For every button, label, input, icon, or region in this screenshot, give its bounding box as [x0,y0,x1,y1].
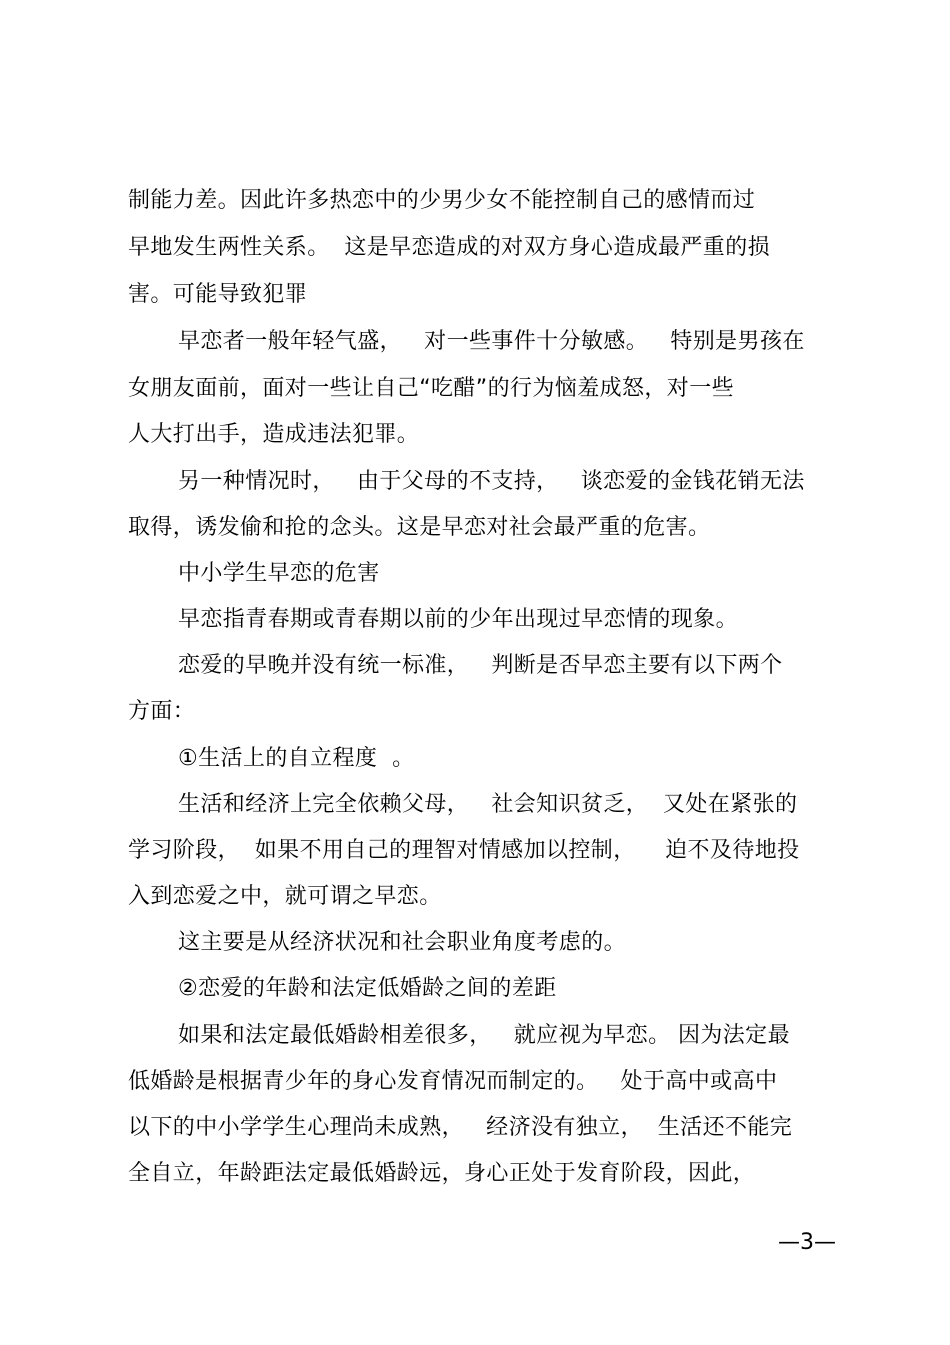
text-line: 这主要是从经济状况和社会职业角度考虑的。 [178,930,627,955]
text-line: 学习阶段， 如果不用自己的理智对情感加以控制， 迫不及待地投 [128,838,800,863]
text-line: 害。可能导致犯罪 [128,282,308,307]
text-line: 早恋指青春期或青春期以前的少年出现过早恋情的现象。 [178,607,739,632]
text-line: ①生活上的自立程度 。 [178,746,415,771]
text-line: 如果和法定最低婚龄相差很多， 就应视为早恋。 因为法定最 [178,1023,790,1048]
text-line: 女朋友面前，面对一些让自己“吃醋”的行为恼羞成怒，对一些 [128,376,734,401]
text-line: 方面： [128,699,196,724]
text-line: 制能力差。因此许多热恋中的少男少女不能控制自己的感情而过 [128,188,756,213]
text-line: 早地发生两性关系。 这是早恋造成的对双方身心造成最严重的损 [128,235,770,260]
text-line: 以下的中小学学生心理尚未成熟， 经济没有独立， 生活还不能完 [128,1115,793,1140]
text-line: 恋爱的早晚并没有统一标准， 判断是否早恋主要有以下两个 [178,653,783,678]
text-line: 人大打出手，造成违法犯罪。 [128,422,420,447]
text-line: 早恋者一般年轻气盛， 对一些事件十分敏感。 特别是男孩在 [178,329,805,354]
text-line: 另一种情况时， 由于父母的不支持， 谈恋爱的金钱花销无法 [178,469,805,494]
section-heading: 中小学生早恋的危害 [178,561,380,586]
text-line: 低婚龄是根据青少年的身心发育情况而制定的。 处于高中或高中 [128,1069,778,1094]
text-line: 取得，诱发偷和抢的念头。这是早恋对社会最严重的危害。 [128,515,711,540]
text-line: 入到恋爱之中，就可谓之早恋。 [128,884,442,909]
text-line: 全自立，年龄距法定最低婚龄远，身心正处于发育阶段，因此， [128,1161,756,1186]
page-number: —3— [778,1230,836,1255]
text-line: ②恋爱的年龄和法定低婚龄之间的差距 [178,976,557,1001]
text-line: 生活和经济上完全依赖父母， 社会知识贫乏， 又处在紧张的 [178,792,798,817]
